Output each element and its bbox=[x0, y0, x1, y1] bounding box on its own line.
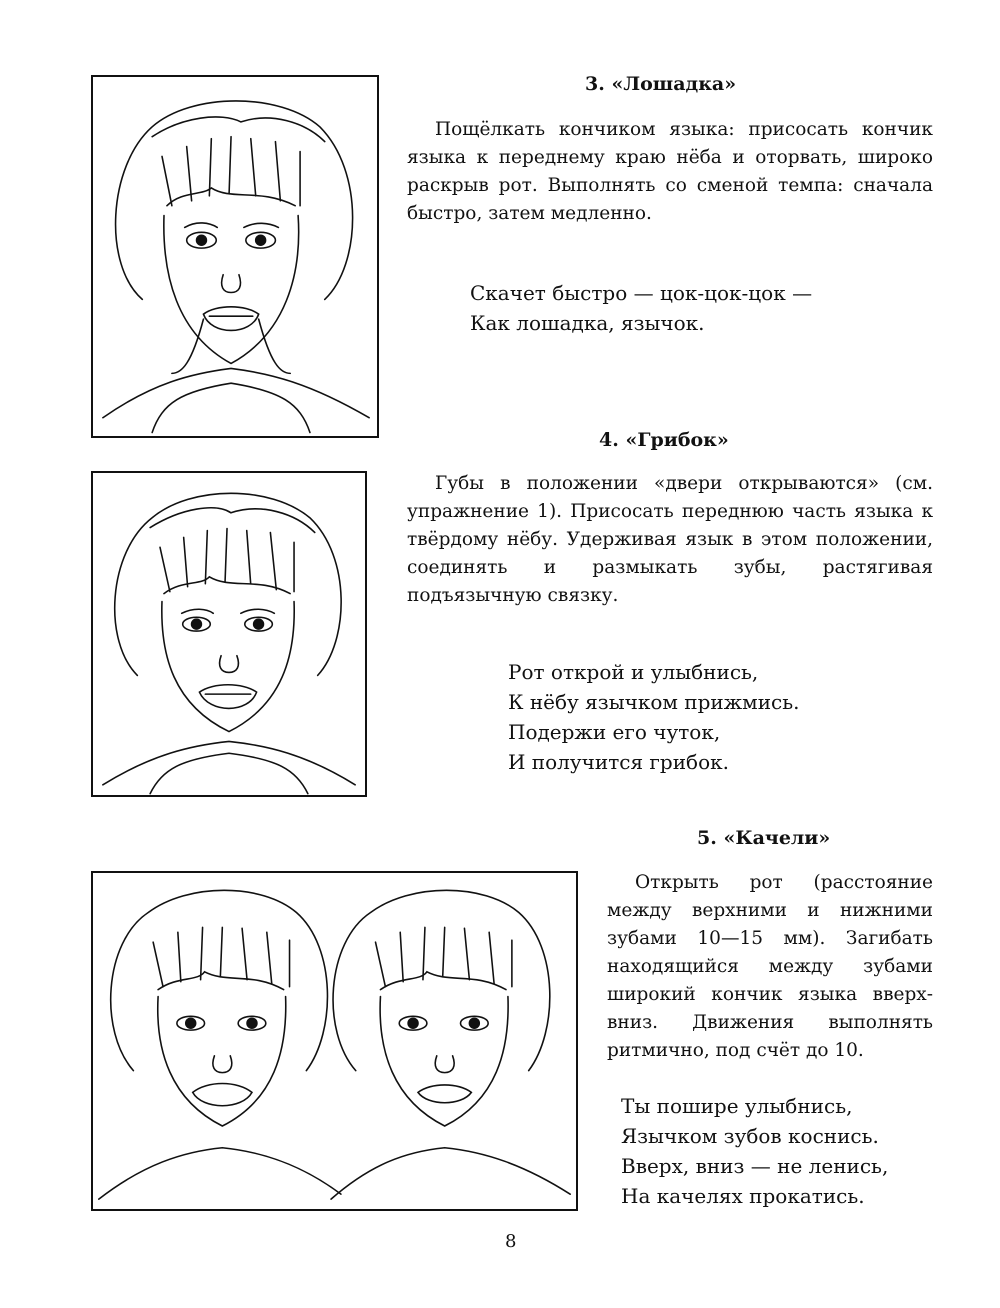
poem-line: И получится грибок. bbox=[508, 750, 729, 774]
poem-line: Как лошадка, язычок. bbox=[470, 311, 705, 335]
description-text: Губы в положении «двери открываются» (см. упражнение 1). Присосать переднюю часть языка к твёрдому нёбу. Удерживая язык в этом положении, соединять и размыкать зубы, растягивая подъязычную связку. bbox=[407, 473, 933, 606]
poem-line: На качелях прокатись. bbox=[621, 1184, 865, 1208]
description-text: Открыть рот (расстояние между верхними и нижними зубами 10—15 мм). Загибать находящийся между зубами широкий кончик языка вверх-вниз. Движения выполнять ритмично, под счёт до 10. bbox=[607, 872, 933, 1061]
exercise-description bbox=[407, 470, 933, 610]
exercise-heading: 3. «Лошадка» bbox=[585, 73, 737, 95]
poem-line: Язычком зубов коснись. bbox=[621, 1124, 879, 1148]
exercise-poem bbox=[508, 657, 799, 777]
child-face-drawing bbox=[93, 473, 365, 795]
illustration-mushroom-exercise bbox=[91, 471, 367, 797]
poem-line: Ты пошире улыбнись, bbox=[621, 1094, 853, 1118]
poem-line: Вверх, вниз — не ленись, bbox=[621, 1154, 889, 1178]
exercise-heading: 5. «Качели» bbox=[697, 827, 831, 849]
description-text: Пощёлкать кончиком языка: присосать кончик языка к переднему краю нёба и оторвать, широко раскрыв рот. Выполнять со сменой темпа: сначала быстро, затем медленно. bbox=[407, 119, 933, 224]
poem-line: Рот открой и улыбнись, bbox=[508, 660, 759, 684]
illustration-swing-exercise bbox=[91, 871, 578, 1211]
poem-line: Подержи его чуток, bbox=[508, 720, 721, 744]
page-number: 8 bbox=[505, 1231, 517, 1252]
illustration-horse-exercise bbox=[91, 75, 379, 438]
poem-line: К нёбу язычком прижмись. bbox=[508, 690, 800, 714]
exercise-poem bbox=[621, 1091, 888, 1211]
two-children-faces-drawing bbox=[93, 873, 576, 1209]
exercise-description bbox=[407, 116, 933, 228]
exercise-poem bbox=[470, 278, 812, 338]
exercise-description bbox=[607, 869, 933, 1065]
exercise-heading: 4. «Грибок» bbox=[599, 429, 729, 451]
poem-line: Скачет быстро — цок-цок-цок — bbox=[470, 281, 813, 305]
child-face-drawing bbox=[93, 77, 377, 436]
